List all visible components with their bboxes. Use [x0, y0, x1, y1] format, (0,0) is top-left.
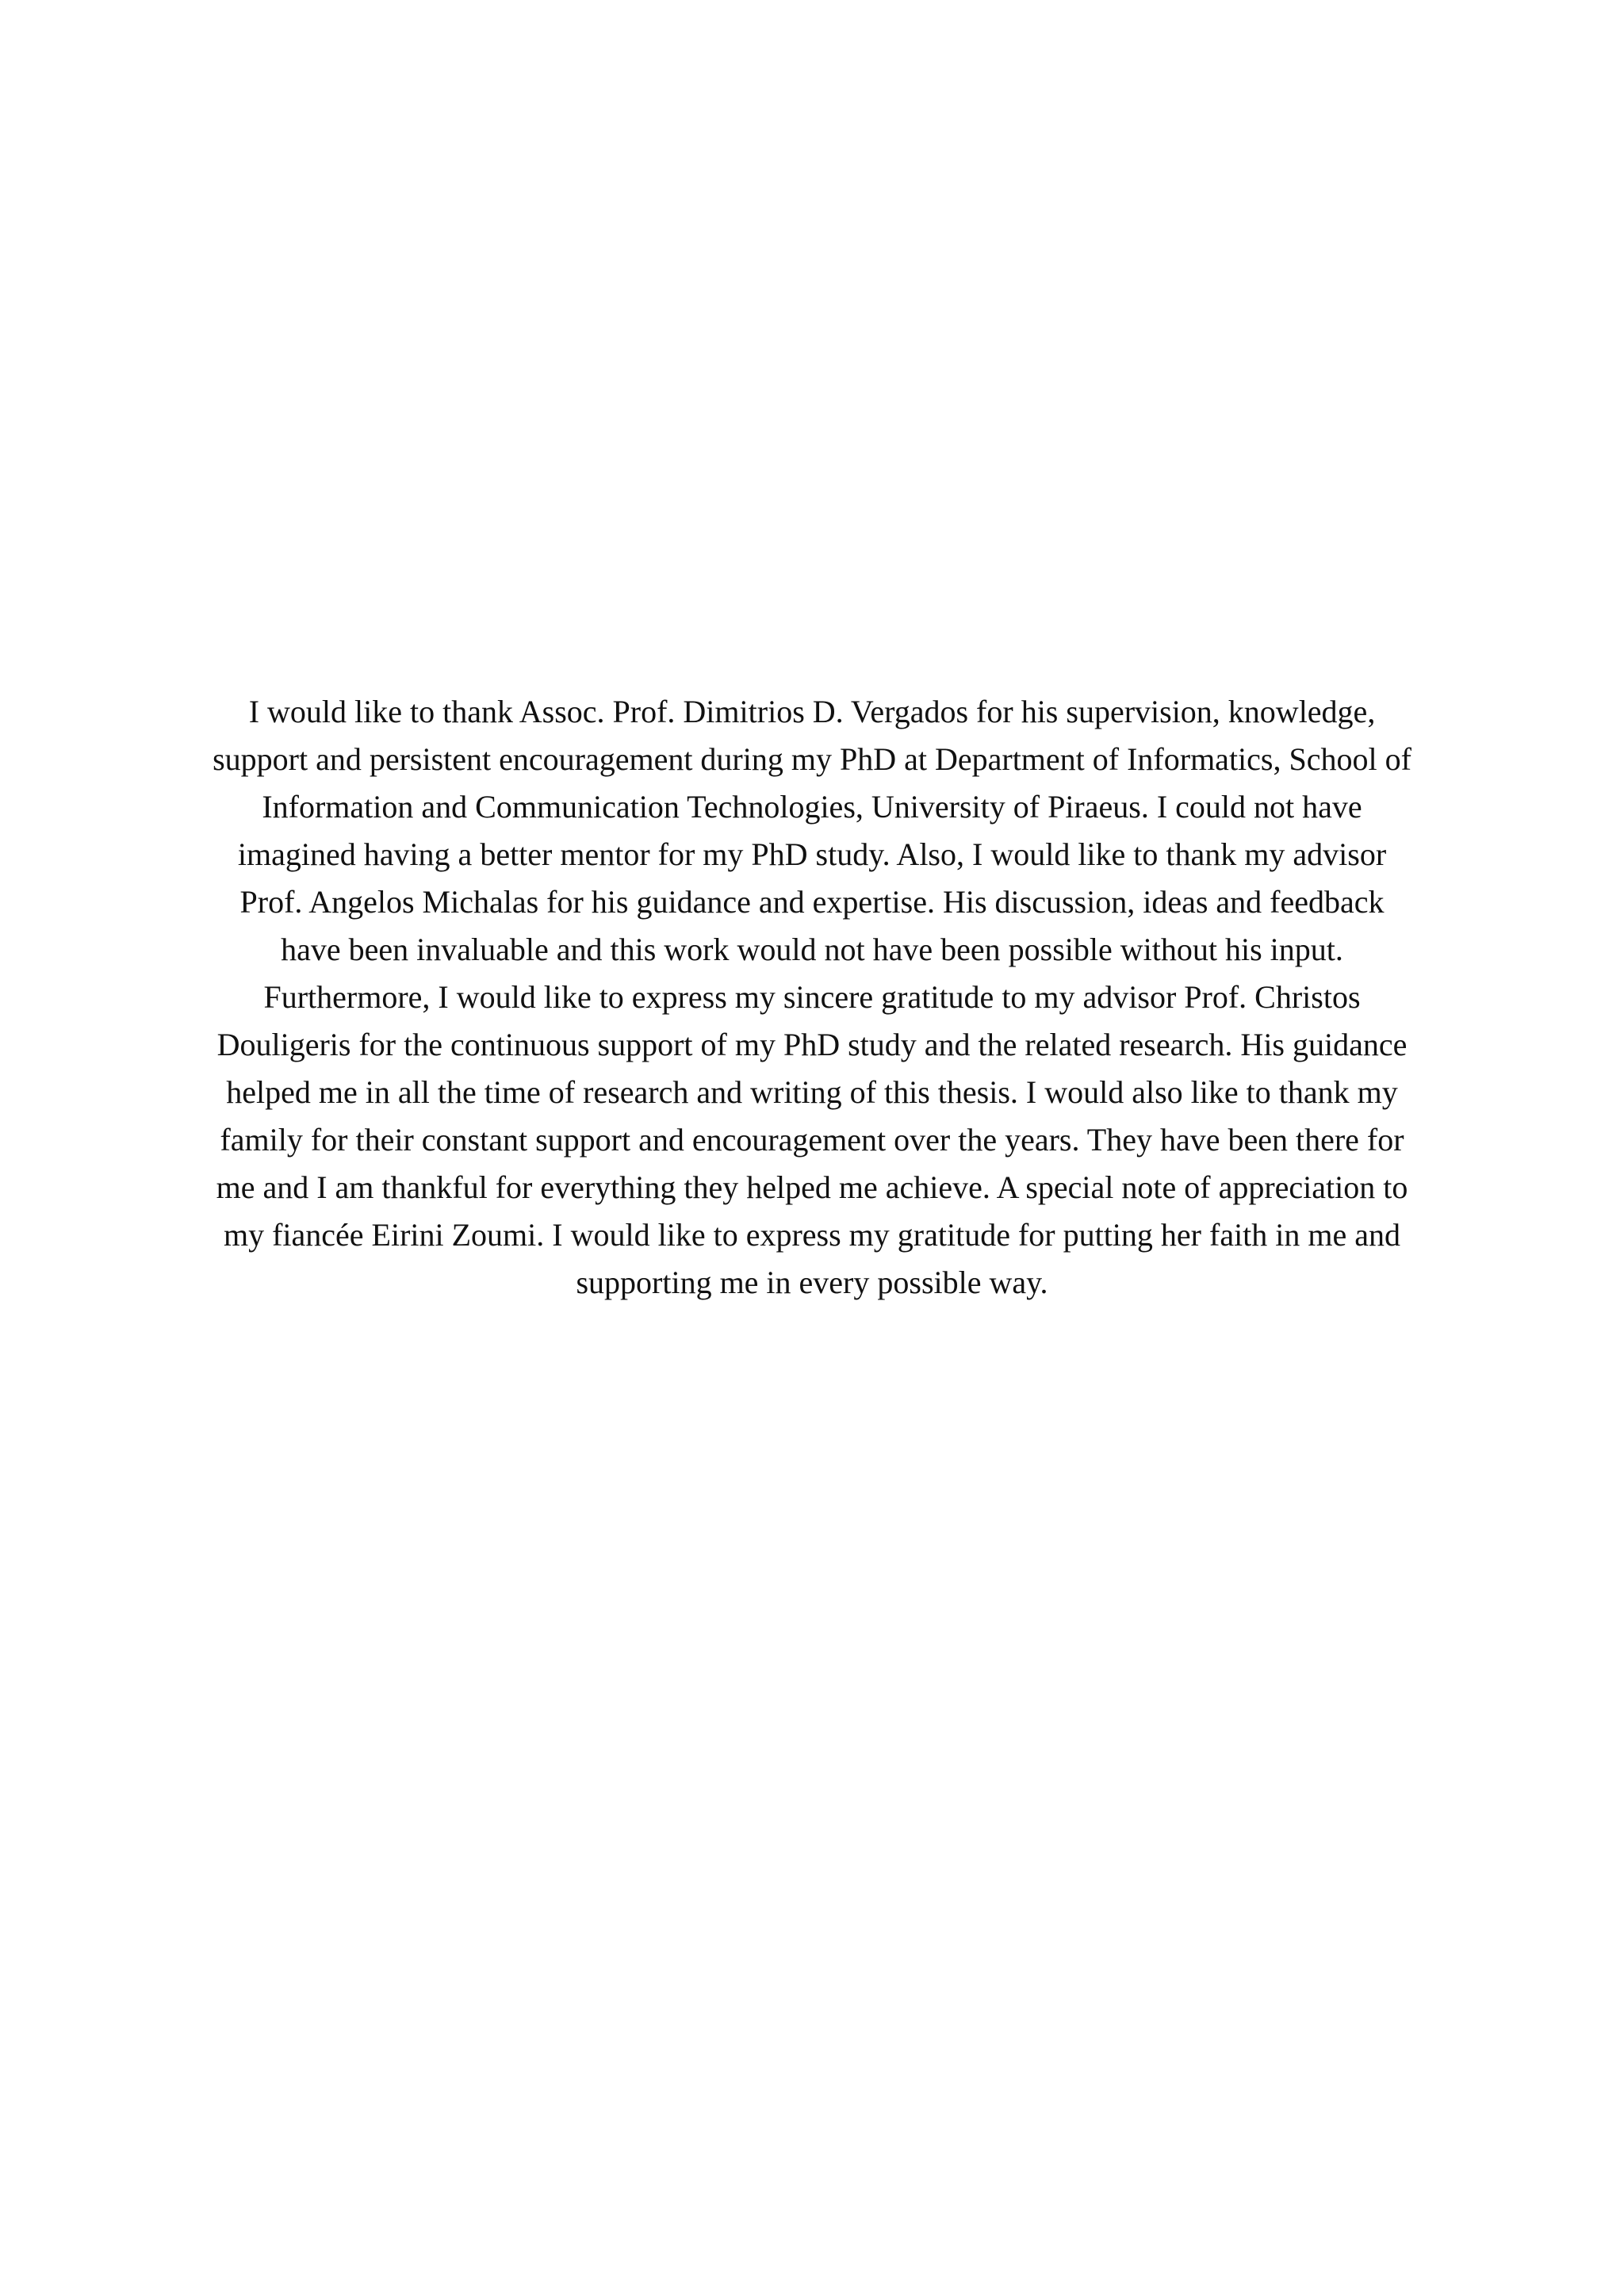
paragraph-line: me and I am thankful for everything they helped me achieve. A special note of appreciation to	[216, 1169, 1408, 1205]
paragraph-line: Information and Communication Technologies, University of Piraeus. I could not have	[262, 789, 1362, 825]
paragraph-line: support and persistent encouragement during my PhD at Department of Informatics, School of	[213, 741, 1411, 777]
paragraph-line: helped me in all the time of research and writing of this thesis. I would also like to thank my	[226, 1074, 1398, 1110]
paragraph-line: supporting me in every possible way.	[576, 1265, 1048, 1300]
paragraph-line: imagined having a better mentor for my PhD study. Also, I would like to thank my advisor	[237, 836, 1387, 872]
paragraph-line: family for their constant support and encouragement over the years. They have been there for	[220, 1122, 1404, 1158]
acknowledgements-paragraph	[190, 688, 1434, 1307]
paragraph-line: Douligeris for the continuous support of my PhD study and the related research. His guidance	[216, 1027, 1408, 1062]
paragraph-line: Furthermore, I would like to express my sincere gratitude to my advisor Prof. Christos	[263, 979, 1361, 1015]
paragraph-line: my fiancée Eirini Zoumi. I would like to express my gratitude for putting her faith in me and	[223, 1217, 1401, 1253]
paragraph-line: Prof. Angelos Michalas for his guidance and expertise. His discussion, ideas and feedback	[239, 884, 1385, 920]
paragraph-line: I would like to thank Assoc. Prof. Dimitrios D. Vergados for his supervision, knowledge,	[248, 694, 1376, 729]
paragraph-line: have been invaluable and this work would not have been possible without his input.	[281, 932, 1343, 967]
